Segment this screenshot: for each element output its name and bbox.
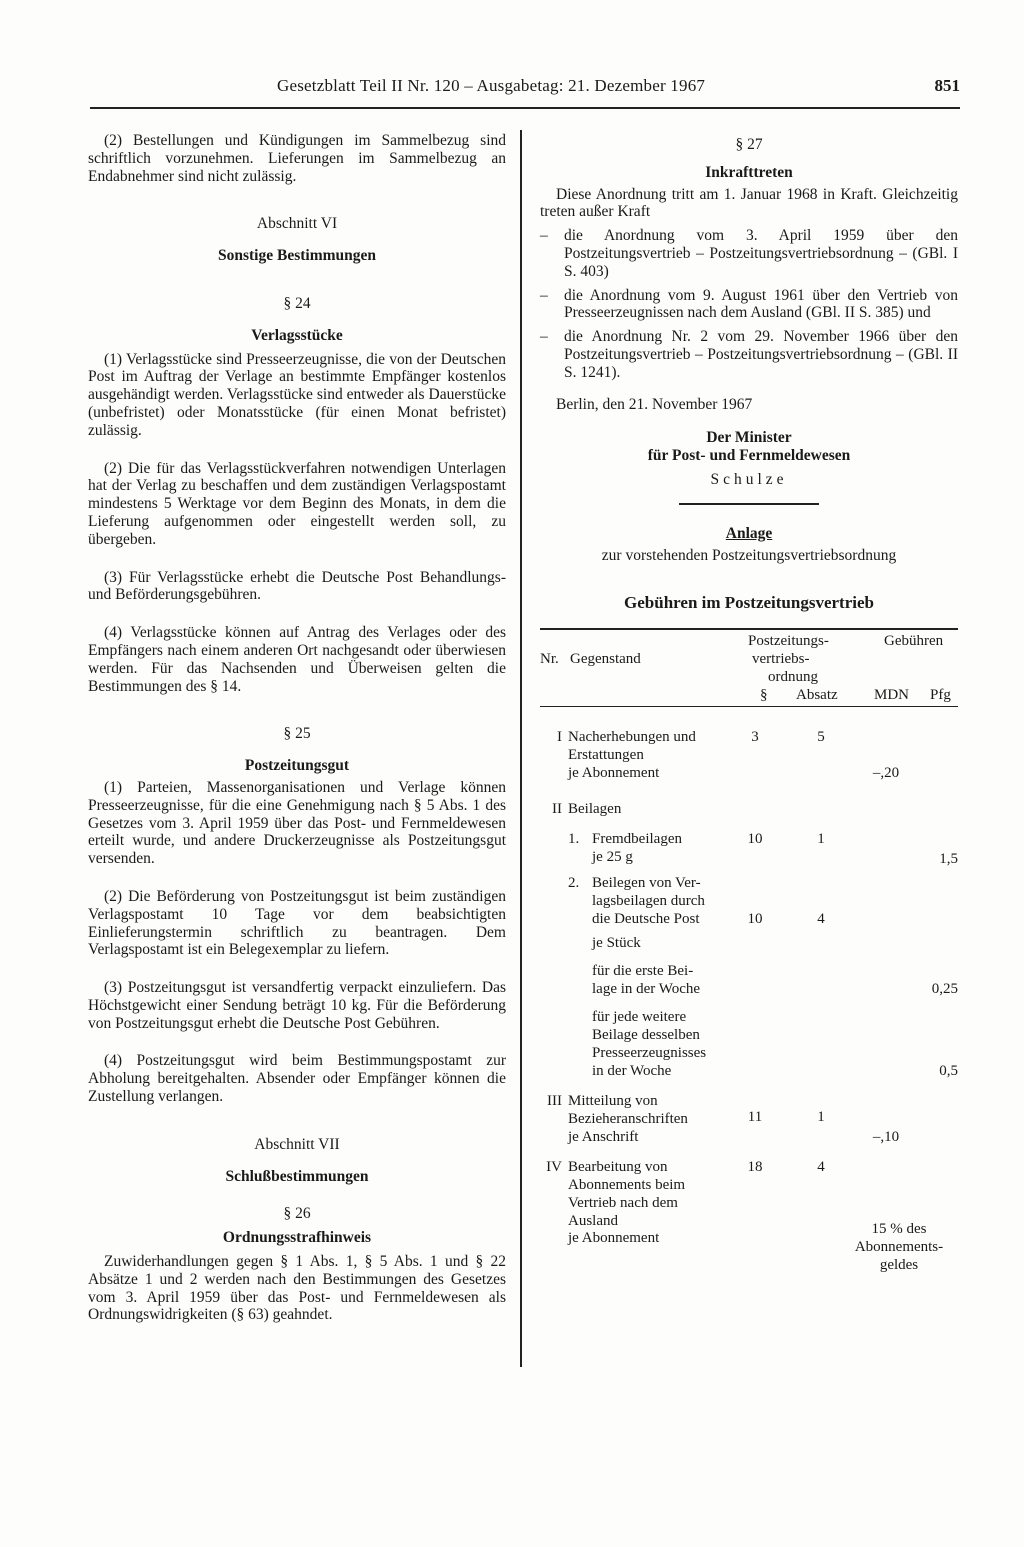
table-row — [540, 1009, 958, 1093]
subject-line: für jede weitere — [592, 1009, 687, 1026]
subject-line: Erstattungen — [568, 746, 644, 763]
cell-fee-note — [840, 1221, 958, 1274]
ministry-name: für Post- und Fernmeldewesen — [647, 447, 851, 465]
list-item: – die Anordnung Nr. 2 vom 29. November 1966 über den Postzeitungsvertrieb – Postzeitungsvertriebsordnung – (GBl. II S. 1241). — [540, 328, 958, 381]
row-subject — [592, 1009, 706, 1080]
signature-rule — [679, 503, 819, 505]
cell-para: 10 — [747, 911, 763, 928]
row-subject — [592, 963, 700, 999]
fees-table — [540, 628, 958, 1279]
subject-line: Bezieheranschriften — [568, 1110, 688, 1127]
row-subject: Beilagen — [568, 801, 622, 818]
subject-line: für die erste Bei- — [592, 963, 694, 980]
subject-line: lagsbeilagen durch — [592, 892, 705, 909]
subject-line: je 25 g — [592, 848, 633, 865]
place-date: Berlin, den 21. November 1967 — [556, 395, 753, 413]
header-pzvo-1: Postzeitungs- — [748, 632, 829, 649]
paragraph-title: Verlagsstücke — [251, 326, 343, 344]
page-number: 851 — [934, 76, 960, 95]
paragraph-title: Ordnungsstrafhinweis — [222, 1229, 372, 1247]
header-pfg: Pfg — [930, 686, 951, 703]
subject-line: Mitteilung von — [568, 1093, 658, 1110]
paragraph-number: § 25 — [283, 725, 311, 743]
header-fees: Gebühren — [884, 632, 944, 649]
subject-line: Beilegen von Ver- — [592, 875, 701, 892]
right-column — [540, 132, 958, 1279]
repealed-list — [540, 227, 958, 381]
paragraph-text: (4) Verlagsstücke können auf Antrag des Verlages oder des Empfängers nach einem anderen Ort nachgesandt oder überwiesen werden. Für das Nachsenden und Überweisen gelten die Bestimmungen des § 14. — [88, 624, 506, 695]
left-column — [88, 132, 506, 1324]
row-subject — [568, 729, 696, 782]
table-row — [540, 875, 958, 935]
header-mdn: MDN — [874, 686, 910, 703]
table-row — [540, 1093, 958, 1159]
paragraph-text: (1) Parteien, Massenorganisationen und Verlage können Presseerzeugnisse, für die eine Genehmigung nach § 5 Abs. 1 des Gesetzes vom 3. April 1959 über das Post- und Fernmeldewesen erteilt wurde, und andere Druckerzeugnisse als Postzeitungsgut versenden. — [88, 778, 506, 868]
row-subject — [592, 875, 705, 928]
header-rule — [90, 107, 960, 109]
page-header — [90, 76, 960, 100]
paragraph-text: (3) Für Verlagsstücke erhebt die Deutsche Post Behandlungs- und Beförderungsgebühren. — [88, 568, 506, 604]
column-divider — [520, 130, 522, 1367]
row-number: IV — [546, 1159, 562, 1176]
cell-absatz: 4 — [817, 911, 825, 928]
table-row — [540, 935, 958, 963]
row-subnumber: 1. — [568, 831, 580, 848]
paragraph-number: § 24 — [283, 294, 311, 312]
section-heading: Abschnitt VII — [254, 1135, 340, 1153]
cell-para: 10 — [747, 831, 763, 848]
section-heading: Abschnitt VI — [256, 215, 338, 233]
header-nr: Nr. — [540, 650, 559, 667]
cell-absatz: 5 — [817, 729, 825, 746]
signature-name: Schulze — [710, 470, 788, 488]
subject-line: Fremdbeilagen — [592, 831, 682, 848]
subject-line: Vertrieb nach dem — [568, 1194, 678, 1211]
paragraph-number: § 26 — [283, 1205, 311, 1223]
subject-line: Bearbeitung von — [568, 1159, 668, 1176]
header-pzvo-3: ordnung — [768, 668, 818, 685]
row-subject — [568, 1093, 688, 1146]
list-item: – die Anordnung vom 9. August 1961 über den Vertrieb von Presseerzeugnissen nach dem Ausland (GBl. II S. 385) und — [540, 287, 958, 323]
cell-mdn: –,20 — [872, 765, 900, 782]
subject-line: Beilage desselben — [592, 1026, 700, 1043]
subject-line: die Deutsche Post — [592, 910, 700, 927]
gazette-title: Gesetzblatt Teil II Nr. 120 – Ausgabetag: 21. Dezember 1967 — [277, 76, 706, 95]
paragraph-title: Postzeitungsgut — [244, 757, 350, 775]
minister-title: Der Minister — [706, 429, 792, 447]
subject-line: Abonnements beim — [568, 1176, 686, 1193]
row-subject — [568, 1159, 685, 1248]
paragraph-text: (2) Die Beförderung von Postzeitungsgut ist beim zuständigen Verlagspostamt 10 Tage vor dem beabsichtigten Einlieferungstermin schriftlich zu beantragen. Dem Verlagspostamt ist ein Belegexemplar zu liefern. — [88, 887, 506, 959]
cell-para: 18 — [747, 1159, 763, 1176]
paragraph-text: Zuwiderhandlungen gegen § 1 Abs. 1, § 5 Abs. 1 und § 22 Absätze 1 und 2 werden nach den Bestimmungen des Gesetzes vom 3. April 1959 über das Post- und Fernmeldewesen als Ordnungswidrigkeiten (§ 63) geahndet. — [88, 1253, 506, 1324]
table-header — [540, 630, 958, 706]
paragraph-text: (4) Postzeitungsgut wird beim Bestimmungspostamt zur Abholung bereitgehalten. Absender oder Empfänger können die Zustellung verlangen. — [88, 1052, 506, 1106]
cell-pfg: 1,5 — [939, 851, 958, 868]
cell-para: 3 — [751, 729, 759, 746]
subject-line: in der Woche — [592, 1062, 672, 1079]
subject-line: je Abonnement — [568, 764, 660, 781]
table-row — [540, 801, 958, 831]
row-subject — [592, 831, 682, 867]
row-number: III — [547, 1093, 562, 1110]
subject-line: je Anschrift — [568, 1128, 639, 1145]
row-subnumber: 2. — [568, 875, 580, 892]
cell-absatz: 1 — [817, 1109, 825, 1126]
header-absatz: Absatz — [796, 686, 838, 703]
section-title: Sonstige Bestimmungen — [217, 247, 377, 265]
header-para: § — [760, 686, 768, 703]
row-number: II — [552, 801, 562, 818]
paragraph-text: (1) Verlagsstücke sind Presseerzeugnisse, die von der Deutschen Post im Auftrag der Verlage an bestimmte Empfänger kostenlos ausgehändigt werden. Verlagsstücke sind entweder als Dauerstücke (unbefristet) oder Monatsstücke (für einen Monat befristet) zulässig. — [88, 350, 506, 439]
note-line: geldes — [879, 1256, 919, 1273]
header-subject: Gegenstand — [570, 650, 641, 667]
row-subject: je Stück — [592, 935, 641, 952]
cell-pfg: 0,5 — [939, 1063, 958, 1080]
table-rule — [540, 706, 958, 708]
paragraph-title: Inkrafttreten — [705, 163, 793, 181]
cell-mdn: –,10 — [872, 1129, 900, 1146]
cell-absatz: 1 — [817, 831, 825, 848]
list-item: – die Anordnung vom 3. April 1959 über den Postzeitungsvertrieb – Postzeitungsvertriebsordnung – (GBl. I S. 403) — [540, 227, 958, 280]
paragraph-text: Diese Anordnung tritt am 1. Januar 1968 in Kraft. Gleichzeitig treten außer Kraft — [540, 185, 958, 221]
subject-line: Nacherhebungen und — [568, 729, 696, 746]
subject-line: Presseerzeugnisses — [592, 1044, 707, 1061]
cell-pfg: 0,25 — [931, 981, 958, 998]
note-line: 15 % des — [871, 1221, 927, 1238]
annex-subtitle: zur vorstehenden Postzeitungsvertriebsordnung — [601, 546, 897, 564]
table-row — [540, 1159, 958, 1279]
section-title: Schlußbestimmungen — [225, 1167, 369, 1185]
subject-line: lage in der Woche — [592, 980, 701, 997]
table-row — [540, 729, 958, 801]
annex-title: Anlage — [725, 524, 773, 542]
fees-title: Gebühren im Postzeitungsvertrieb — [624, 593, 874, 613]
paragraph-number: § 27 — [735, 136, 763, 153]
row-number: I — [557, 729, 562, 746]
table-row — [540, 963, 958, 1009]
paragraph-text: (3) Postzeitungsgut ist versandfertig verpackt einzuliefern. Das Höchstgewicht einer Sendung beträgt 10 kg. Für die Beförderung von Postzeitungsgut erhebt die Deutsche Post Gebühren. — [88, 979, 506, 1032]
subject-line: je Abonnement — [568, 1230, 660, 1247]
subject-line: Ausland — [568, 1212, 618, 1229]
note-line: Abonnements- — [854, 1238, 944, 1255]
header-pzvo-2: vertriebs- — [752, 650, 810, 667]
paragraph-intro: (2) Bestellungen und Kündigungen im Sammelbezug sind schriftlich vorzunehmen. Lieferungen im Sammelbezug an Endabnehmer sind nicht zulässig. — [88, 132, 506, 185]
cell-para: 11 — [747, 1109, 763, 1126]
cell-absatz: 4 — [817, 1159, 825, 1176]
paragraph-text: (2) Die für das Verlagsstückverfahren notwendigen Unterlagen hat der Verlag zu beschaffen und dem zuständigen Verlagspostamt mindestens 5 Werktage vor dem Beginn des Monats, in dem die Lieferung aufgenommen oder eingestellt werden soll, zu übergeben. — [88, 459, 506, 548]
table-row — [540, 831, 958, 875]
